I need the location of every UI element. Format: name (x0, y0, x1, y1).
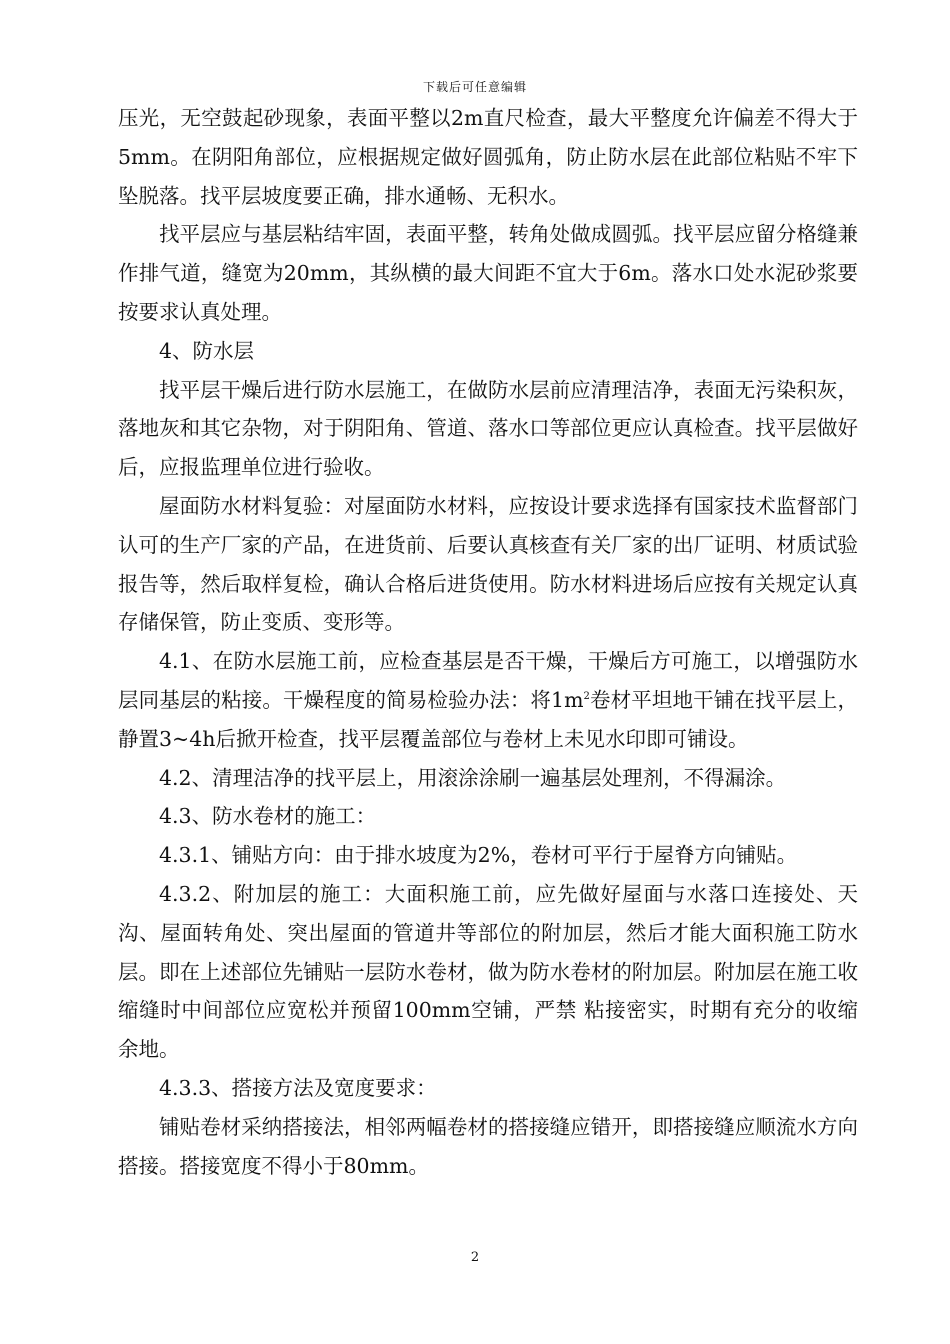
paragraph: 4.3.2、附加层的施工：大面积施工前，应先做好屋面与水落口连接处、天沟、屋面转角处、突出屋面的管道井等部位的附加层，然后才能大面积施工防水层。即在上述部位先铺贴一层防水卷材，做为防水卷材的附加层。附加层在施工收缩缝时中间部位应宽松并预留100mm空铺，严禁 粘接密实，时期有充分的收缩余地。 (118, 881, 858, 1062)
paragraph: 压光，无空鼓起砂现象，表面平整以2m直尺检查，最大平整度允许偏差不得大于5mm。在阴阳角部位，应根据规定做好圆弧角，防止防水层在此部位粘贴不牢下坠脱落。找平层坡度要正确，排水通畅、无积水。 (118, 106, 858, 208)
section-heading: 4.3.3、搭接方法及宽度要求： (159, 1075, 437, 1100)
paragraph: 4.3.1、铺贴方向：由于排水坡度为2%，卷材可平行于屋脊方向铺贴。 (159, 843, 798, 868)
section-heading: 4、防水层 (159, 338, 255, 363)
section-heading: 4.3、防水卷材的施工： (159, 804, 377, 829)
page-header: 下载后可任意编辑 (422, 80, 527, 94)
document-body (118, 99, 858, 1185)
paragraph-text: 4.1、在防水层施工前，应检查基层是否干燥，干燥后方可施工，以增强防水层同基层的粘接。干燥程度的简易检验办法：将1m (118, 649, 858, 712)
paragraph (118, 642, 858, 758)
page-number: 2 (470, 1250, 480, 1265)
paragraph: 屋面防水材料复验：对屋面防水材料，应按设计要求选择有国家技术监督部门认可的生产厂家的产品，在进货前、后要认真核查有关厂家的出厂证明、材质试验报告等，然后取样复检，确认合格后进货使用。防水材料进场后应按有关规定认真存储保管，防止变质、变形等。 (118, 493, 858, 635)
paragraph: 4.2、清理洁净的找平层上，用滚涂涂刷一遍基层处理剂，不得漏涂。 (159, 765, 787, 790)
paragraph: 铺贴卷材采纳搭接法，相邻两幅卷材的搭接缝应错开，即搭接缝应顺流水方向搭接。搭接宽度不得小于80mm。 (118, 1114, 858, 1178)
paragraph: 找平层干燥后进行防水层施工，在做防水层前应清理洁净，表面无污染积灰，落地灰和其它杂物，对于阴阳角、管道、落水口等部位更应认真检查。找平层做好后，应报监理单位进行验收。 (118, 377, 858, 480)
paragraph-text: 卷材平坦地干铺在找平层上，静置3~4h后掀开检查，找平层覆盖部位与卷材上未见水印即可铺设。 (118, 687, 859, 751)
superscript: 2 (583, 691, 590, 703)
paragraph: 找平层应与基层粘结牢固，表面平整，转角处做成圆弧。找平层应留分格缝兼作排气道，缝宽为20mm，其纵横的最大间距不宜大于6m。落水口处水泥砂浆要按要求认真处理。 (118, 222, 858, 324)
